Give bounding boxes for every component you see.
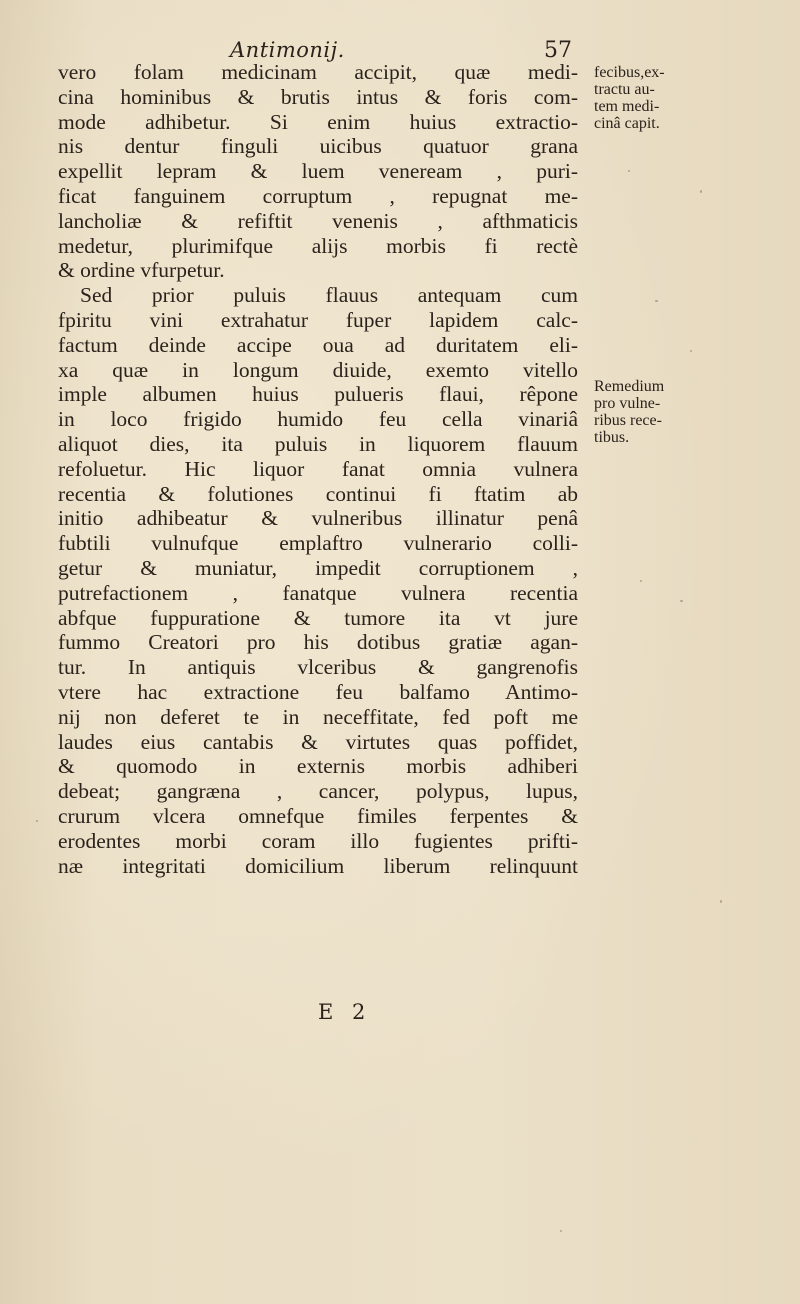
text-line: lancholiæ & refiftit venenis , afthmaticis <box>58 208 578 233</box>
text-line: nij non deferet te in neceffitate, fed poft me <box>58 704 578 729</box>
text-line: initio adhibeatur & vulneribus illinatur penâ <box>58 506 578 531</box>
text-line: fubtili vulnufque emplaftro vulnerario colli- <box>58 531 578 556</box>
running-title: Antimonij. <box>230 38 345 62</box>
text-line: recentia & folutiones continui fi ftatim ab <box>58 481 578 506</box>
text-line: in loco frigido humido feu cella vinariâ <box>58 407 578 432</box>
margin-note-line: fecibus,ex- <box>594 64 665 81</box>
main-text-block <box>58 60 578 878</box>
text-line: abfque fuppuratione & tumore ita vt jure <box>58 605 578 630</box>
text-line: Sed prior puluis flauus antequam cum <box>80 283 578 308</box>
margin-note-line: tractu au- <box>594 81 655 98</box>
text-line: vero folam medicinam accipit, quæ medi- <box>58 60 578 84</box>
text-line: vtere hac extractione feu balfamo Antimo- <box>58 679 578 704</box>
text-line: mode adhibetur. Si enim huius extractio- <box>58 109 578 134</box>
page-number: 57 <box>544 38 572 63</box>
text-line: factum deinde accipe oua ad duritatem eli- <box>58 332 578 357</box>
text-line: xa quæ in longum diuide, exemto vitello <box>58 357 578 382</box>
signature-mark: E 2 <box>318 1000 372 1024</box>
margin-note <box>594 378 714 446</box>
text-line: medetur, plurimifque alijs morbis fi rectè <box>58 233 578 258</box>
margin-note-line: tem medi- <box>594 98 660 115</box>
text-line: cina hominibus & brutis intus & foris com- <box>58 84 578 109</box>
text-line: imple albumen huius pulueris flaui, rêpone <box>58 382 578 407</box>
text-line: putrefactionem , fanatque vulnera recentia <box>58 580 578 605</box>
margin-note <box>594 64 714 132</box>
margin-note-line: Remedium <box>594 378 665 395</box>
text-line: erodentes morbi coram illo fugientes prifti- <box>58 828 578 853</box>
text-line: refoluetur. Hic liquor fanat omnia vulnera <box>58 456 578 481</box>
text-line: aliquot dies, ita puluis in liquorem flauum <box>58 431 578 456</box>
margin-note-line: ribus rece- <box>594 412 662 429</box>
text-line: fummo Creatori pro his dotibus gratiæ agan- <box>58 630 578 655</box>
text-line: næ integritati domicilium liberum relinquunt <box>58 853 578 878</box>
text-line: ficat fanguinem corruptum , repugnat me- <box>58 183 578 208</box>
text-line: laudes eius cantabis & virtutes quas poffidet, <box>58 729 578 754</box>
margin-note-line: cinâ capit. <box>594 115 660 132</box>
margin-note-line: pro vulne- <box>594 395 661 412</box>
text-line: debeat; gangræna , cancer, polypus, lupus, <box>58 779 578 804</box>
text-line: fpiritu vini extrahatur fuper lapidem calc- <box>58 307 578 332</box>
text-line: & quomodo in externis morbis adhiberi <box>58 754 578 779</box>
text-line: & ordine vfurpetur. <box>58 258 225 283</box>
text-line: expellit lepram & luem veneream , puri- <box>58 159 578 184</box>
text-line: tur. In antiquis vlceribus & gangrenofis <box>58 655 578 680</box>
text-line: nis dentur finguli uicibus quatuor grana <box>58 134 578 159</box>
margin-note-line: tibus. <box>594 429 630 446</box>
text-line: crurum vlcera omnefque fimiles ferpentes & <box>58 803 578 828</box>
text-line: getur & muniatur, impedit corruptionem , <box>58 555 578 580</box>
